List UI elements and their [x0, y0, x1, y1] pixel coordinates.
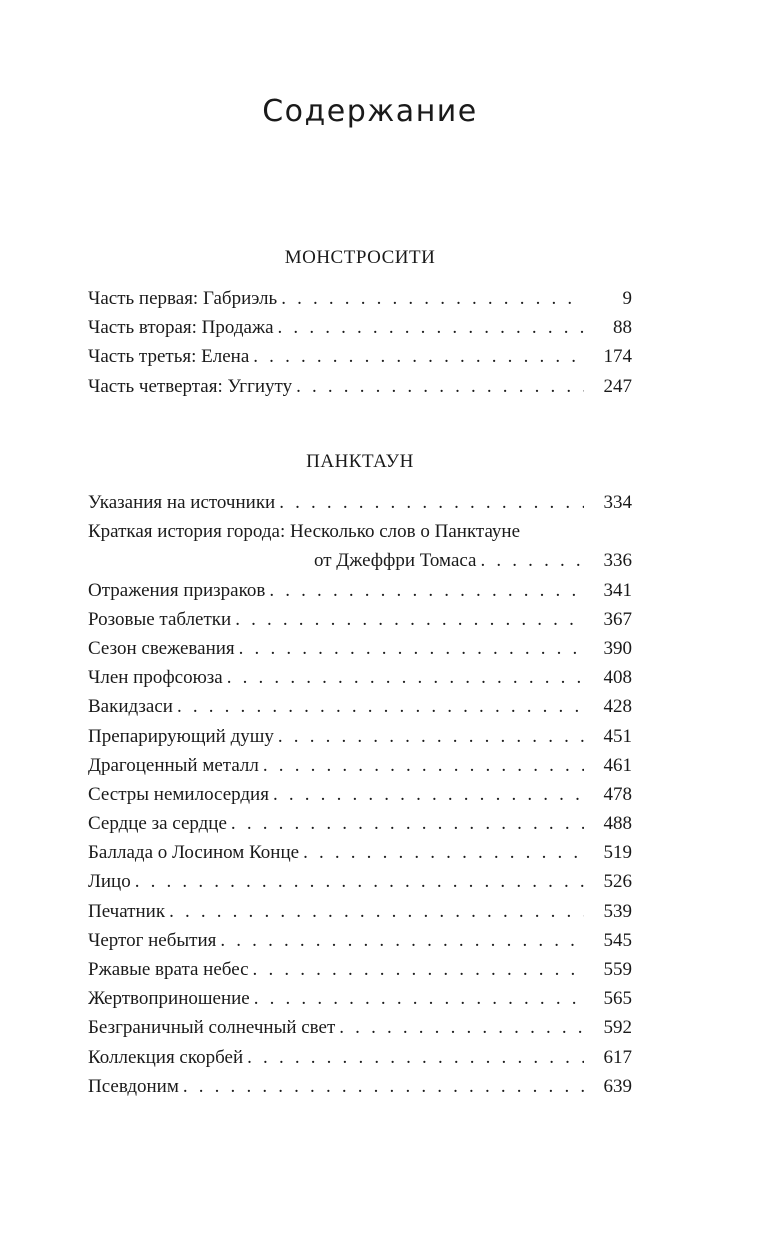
page-title: Содержание: [262, 94, 478, 129]
entry-title: Безграничный солнечный свет: [88, 1017, 336, 1039]
entry-title: Препарирующий душу: [88, 725, 274, 747]
leader-dots: [279, 488, 584, 517]
toc-entry[interactable]: [88, 926, 632, 955]
toc-entry[interactable]: [88, 751, 632, 780]
entry-page: 478: [603, 783, 632, 805]
toc-entry[interactable]: [88, 284, 632, 313]
leader-dots: [296, 372, 584, 401]
entry-page: 428: [603, 696, 632, 718]
leader-dots: [231, 809, 584, 838]
toc-entry[interactable]: [88, 663, 632, 692]
toc-entry[interactable]: [88, 692, 632, 721]
entry-title: Сестры немилосердия: [88, 783, 269, 805]
toc-entry[interactable]: [88, 576, 632, 605]
toc-entry[interactable]: [88, 634, 632, 663]
toc-entry[interactable]: [88, 955, 632, 984]
leader-dots: [263, 751, 584, 780]
entry-title: Часть вторая: Продажа: [88, 317, 274, 339]
entry-title: Коллекция скорбей: [88, 1046, 244, 1068]
entry-page: 9: [622, 288, 632, 309]
toc-entry[interactable]: [88, 838, 632, 867]
entry-page: 545: [603, 929, 632, 951]
toc-entry[interactable]: [88, 313, 632, 342]
entry-title: Ржавые врата небес: [88, 959, 249, 980]
entry-page: 334: [603, 492, 632, 513]
leader-dots: [281, 284, 584, 313]
leader-dots: [303, 838, 584, 867]
toc-entry[interactable]: [88, 342, 632, 371]
toc-entry[interactable]: [88, 546, 632, 575]
leader-dots: [339, 1013, 584, 1042]
entry-page: 174: [603, 346, 632, 368]
toc-entry[interactable]: [88, 1072, 632, 1101]
entry-title: Сердце за сердце: [88, 813, 227, 835]
toc-entry[interactable]: [88, 897, 632, 926]
toc-entry-first-line[interactable]: Краткая история города: Несколько слов о Панктауне: [88, 521, 521, 543]
leader-dots: [227, 663, 584, 692]
section-title: ПАНКТАУН: [306, 451, 414, 472]
entry-title: Печатник: [88, 900, 166, 922]
entry-page: 367: [603, 608, 632, 630]
leader-dots: [247, 1043, 584, 1072]
leader-dots: [169, 897, 584, 926]
entry-title: от Джеффри Томаса: [314, 550, 477, 572]
entry-title: Баллада о Лосином Конце: [88, 842, 300, 864]
entry-page: 559: [603, 959, 632, 980]
leader-dots: [278, 313, 584, 342]
toc-section-panktown: [88, 448, 632, 1101]
entry-page: 461: [603, 754, 632, 776]
toc-section-monstrocity: [88, 244, 632, 401]
entry-title: Жертвоприношение: [88, 988, 250, 1010]
leader-dots: [278, 722, 584, 751]
entry-title: Вакидзаси: [88, 696, 173, 718]
entry-page: 451: [603, 725, 632, 747]
toc-entry[interactable]: [88, 780, 632, 809]
leader-dots: [273, 780, 584, 809]
leader-dots: [239, 634, 584, 663]
toc-entries: [88, 284, 632, 401]
toc-entry[interactable]: [88, 867, 632, 896]
entry-title: Розовые таблетки: [88, 608, 232, 630]
entry-page: 565: [603, 988, 632, 1010]
entry-title: Часть четвертая: Уггиуту: [88, 375, 293, 397]
leader-dots: [269, 576, 584, 605]
entry-page: 390: [603, 637, 632, 659]
toc-entry[interactable]: [88, 605, 632, 634]
leader-dots: [480, 546, 584, 575]
entry-title: Сезон свежевания: [88, 637, 235, 659]
toc-entry[interactable]: [88, 809, 632, 838]
leader-dots: [135, 867, 584, 896]
section-title: МОНСТРОСИТИ: [284, 247, 436, 268]
toc-entry[interactable]: [88, 1013, 632, 1042]
entry-page: 539: [603, 900, 632, 922]
entry-page: 526: [603, 871, 632, 893]
toc-entries: [88, 488, 632, 1101]
toc-entry[interactable]: [88, 984, 632, 1013]
entry-title: Член профсоюза: [88, 667, 223, 689]
leader-dots: [235, 605, 584, 634]
toc-entry[interactable]: [88, 1043, 632, 1072]
toc-entry[interactable]: [88, 372, 632, 401]
entry-title: Чертог небытия: [88, 929, 217, 951]
entry-page: 639: [603, 1075, 632, 1097]
entry-title: Часть первая: Габриэль: [88, 288, 278, 309]
entry-title: Драгоценный металл: [88, 754, 259, 776]
toc-entry[interactable]: [88, 488, 632, 517]
entry-page: 247: [603, 375, 632, 397]
entry-page: 336: [603, 550, 632, 572]
entry-page: 592: [603, 1017, 632, 1039]
entry-page: 88: [613, 317, 632, 339]
toc-entry[interactable]: [88, 722, 632, 751]
entry-page: 341: [603, 579, 632, 601]
entry-title: Лицо: [88, 871, 131, 893]
entry-page: 519: [603, 842, 632, 864]
leader-dots: [254, 984, 584, 1013]
leader-dots: [220, 926, 584, 955]
leader-dots: [177, 692, 584, 721]
entry-title: Псевдоним: [88, 1075, 179, 1097]
entry-page: 408: [603, 667, 632, 689]
entry-title: Часть третья: Елена: [88, 346, 250, 368]
leader-dots: [183, 1072, 584, 1101]
entry-page: 617: [603, 1046, 632, 1068]
entry-title: Отражения призраков: [88, 579, 266, 601]
leader-dots: [253, 342, 584, 371]
entry-page: 488: [603, 813, 632, 835]
entry-title: Указания на источники: [88, 492, 276, 513]
leader-dots: [253, 955, 584, 984]
